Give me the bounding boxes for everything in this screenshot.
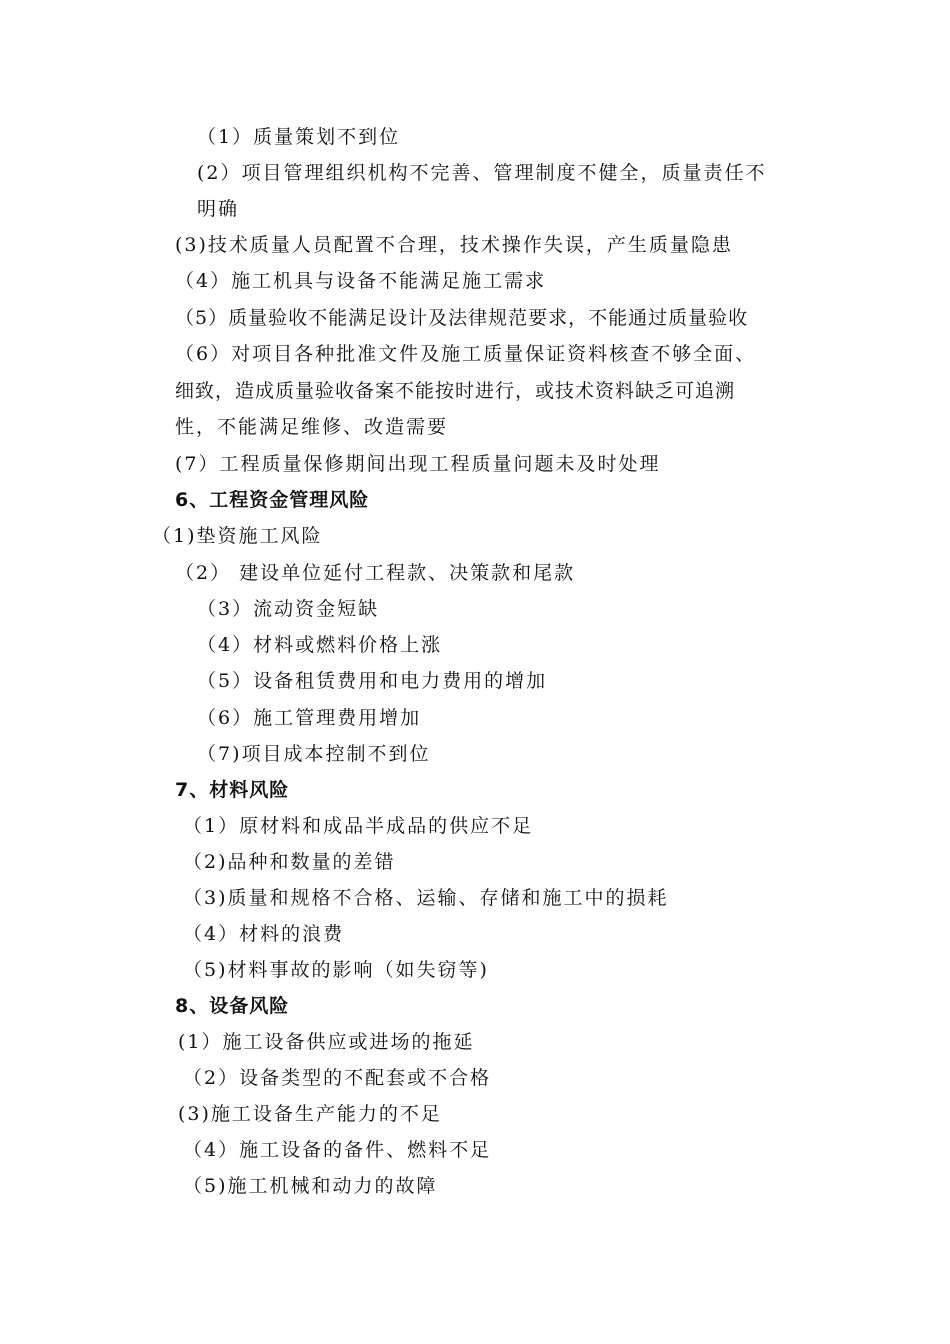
equipment-item-4: （4）施工设备的备件、燃料不足 bbox=[183, 1139, 492, 1161]
material-item-5: （5)材料事故的影响（如失窃等) bbox=[183, 959, 489, 981]
quality-item-6: （6）对项目各种批准文件及施工质量保证资料核查不够全面、 bbox=[175, 343, 757, 365]
quality-item-6-end: 性，不能满足维修、改造需要 bbox=[175, 416, 449, 438]
quality-item-3: (3)技术质量人员配置不合理，技术操作失误，产生质量隐患 bbox=[175, 234, 733, 256]
fund-item-3: （3）流动资金短缺 bbox=[197, 598, 380, 620]
equipment-item-3: (3)施工设备生产能力的不足 bbox=[178, 1103, 442, 1125]
material-item-1: （1）原材料和成品半成品的供应不足 bbox=[183, 815, 534, 837]
quality-item-5: （5）质量验收不能满足设计及法律规范要求，不能通过质量验收 bbox=[175, 307, 749, 329]
quality-item-4: （4）施工机具与设备不能满足施工需求 bbox=[175, 270, 547, 292]
equipment-item-2: （2）设备类型的不配套或不合格 bbox=[183, 1067, 492, 1089]
equipment-item-5: （5)施工机械和动力的故障 bbox=[183, 1175, 438, 1197]
fund-item-1: （1)垫资施工风险 bbox=[152, 525, 323, 547]
quality-item-2: (2）项目管理组织机构不完善、管理制度不健全，质量责任不 bbox=[197, 162, 767, 184]
fund-item-5: （5）设备租赁费用和电力费用的增加 bbox=[197, 670, 548, 692]
material-item-2: （2)品种和数量的差错 bbox=[183, 851, 396, 873]
fund-item-4: （4）材料或燃料价格上涨 bbox=[197, 634, 443, 656]
section-7-heading: 7、材料风险 bbox=[175, 779, 290, 801]
quality-item-6-continued: 细致，造成质量验收备案不能按时进行，或技术资料缺乏可追溯 bbox=[175, 380, 736, 402]
material-item-3: （3)质量和规格不合格、运输、存储和施工中的损耗 bbox=[183, 887, 669, 909]
material-item-4: （4）材料的浪费 bbox=[183, 923, 345, 945]
section-8-heading: 8、设备风险 bbox=[175, 995, 290, 1017]
fund-item-7: （7)项目成本控制不到位 bbox=[197, 743, 431, 765]
quality-item-7: (7）工程质量保修期间出现工程质量问题未及时处理 bbox=[175, 453, 661, 475]
section-6-heading: 6、工程资金管理风险 bbox=[175, 489, 370, 511]
fund-item-2: （2） 建设单位延付工程款、决策款和尾款 bbox=[175, 562, 576, 584]
equipment-item-1: (1）施工设备供应或进场的拖延 bbox=[178, 1031, 475, 1053]
fund-item-6: （6）施工管理费用增加 bbox=[197, 707, 422, 729]
quality-item-2-continued: 明确 bbox=[197, 198, 240, 220]
quality-item-1: （1）质量策划不到位 bbox=[197, 126, 401, 148]
